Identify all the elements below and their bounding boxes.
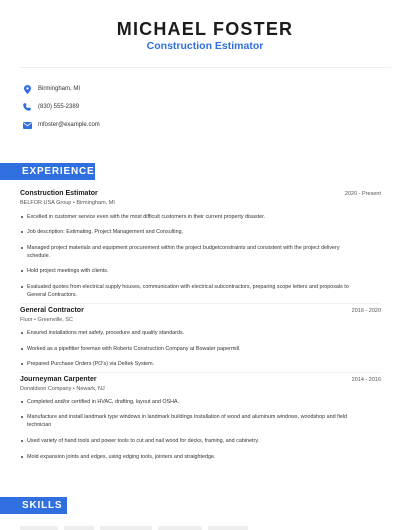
header-divider [20,67,391,68]
skills-section-header: SKILLS [0,497,67,514]
job-bullet: Excelled in customer service even with the most difficult customers in their current property disaster. [20,213,364,221]
phone-icon [22,102,32,112]
experience-section-header: EXPERIENCE [0,163,95,180]
job-bullet: Evaluated quotes from electrical supply houses, communication with electrical subcontractors, preparing scope letters and proposals to General Contractors. [20,283,364,299]
job-bullet: Prepared Purchase Orders (PO's) via Deltek System. [20,360,364,368]
bullet-dot [21,286,23,288]
skill-chip [158,526,202,530]
job-header [20,376,381,383]
bullet-dot [21,363,23,365]
contact-email [22,119,100,131]
candidate-name: MICHAEL FOSTER [116,19,294,39]
skill-chip [100,526,152,530]
bullet-dot [21,247,23,249]
job-bullet: Manufacture and install landmark type windows in landmark buildings Installation of wood and aluminum windows, woodshop and field technician [20,413,364,429]
job-bullet: Ensured installations met safety, procedure and quality standards. [20,329,364,337]
contact-phone-text: (830) 555-2389 [38,104,80,110]
job-bullet: Mold expansion joints and edges, using edging tools, jointers and straightedge. [20,453,364,461]
skill-chip [64,526,94,530]
job-dates: 2020 - Present [344,191,381,197]
job-company: Donaldson Company • Newark, NJ [20,386,105,392]
envelope-icon [22,120,32,130]
job-bullet: Managed project materials and equipment procurement within the project budgetconstraints and consistent with the project delivery schedule. [20,244,364,260]
job-header [20,307,381,314]
bullet-dot [21,456,23,458]
contact-email-text: mfoster@example.com [38,122,100,128]
job-bullet: Used variety of hand tools and power tools to cut and nail wood for decks, framing, and cabinetry. [20,437,364,445]
location-pin-icon [22,84,32,94]
job-bullet: Completed and/or certified in HVAC, drafting, layout and OSHA. [20,398,364,406]
skill-chip [20,526,58,530]
job-company: BELFOR USA Group • Birmingham, MI [20,200,115,206]
bullet-dot [21,348,23,350]
job-divider [20,303,381,304]
bullet-dot [21,416,23,418]
bullet-dot [21,216,23,218]
bullet-dot [21,401,23,403]
bullet-dot [21,332,23,334]
job-dates: 2014 - 2016 [351,377,381,383]
job-title: Journeyman Carpenter [20,376,97,383]
contact-location [22,83,81,95]
job-header [20,190,381,197]
skill-chip [208,526,248,530]
bullet-dot [21,440,23,442]
job-company: Fluor • Greenville, SC [20,317,73,323]
job-bullet: Job description: Estimating, Project Management and Consulting. [20,228,364,236]
job-title: Construction Estimator [20,190,98,197]
contact-phone [22,101,80,113]
job-title: General Contractor [20,307,84,314]
candidate-title: Construction Estimator [146,40,264,52]
job-bullet: Hold project meetings with clients. [20,267,364,275]
bullet-dot [21,270,23,272]
contact-location-text: Birmingham, MI [38,86,81,92]
job-divider [20,372,381,373]
job-dates: 2016 - 2020 [351,308,381,314]
bullet-dot [21,231,23,233]
job-bullet: Worked as a pipefitter foreman with Roberts Construction Company at Bowater papermill. [20,345,364,353]
